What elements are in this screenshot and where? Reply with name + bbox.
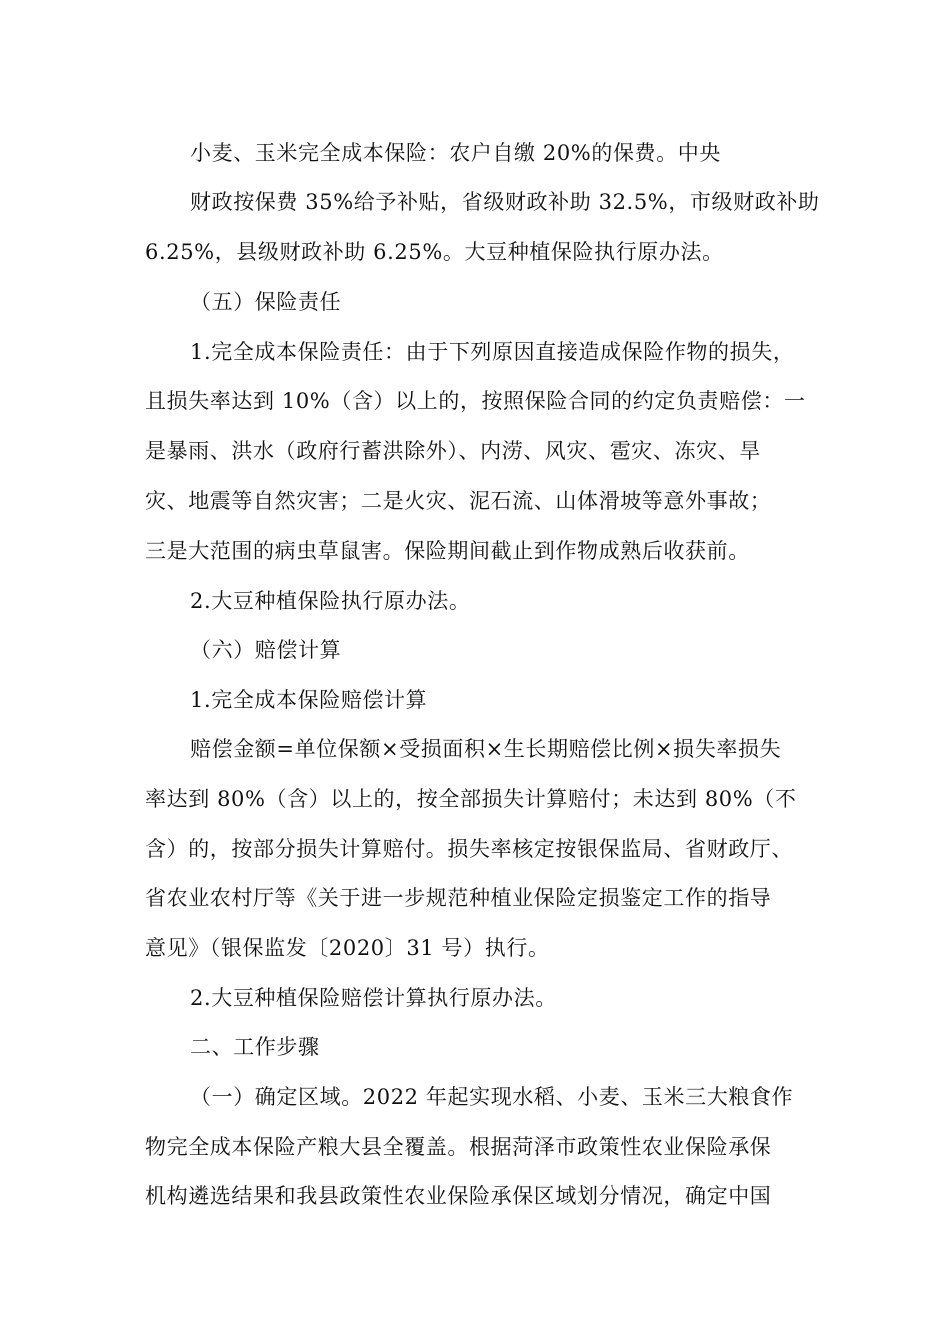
- paragraph-line: 灾、地震等自然灾害；二是火灾、泥石流、山体滑坡等意外事故；: [145, 489, 772, 513]
- paragraph-line: 2.大豆种植保险执行原办法。: [190, 589, 471, 613]
- section-heading: 二、工作步骤: [190, 1035, 320, 1059]
- paragraph-line: 意见》（银保监发〔2020〕31 号）执行。: [145, 936, 550, 960]
- paragraph-line: 三是大范围的病虫草鼠害。保险期间截止到作物成熟后收获前。: [145, 539, 750, 563]
- paragraph-line: 2.大豆种植保险赔偿计算执行原办法。: [190, 986, 557, 1010]
- paragraph-line: 1.完全成本保险赔偿计算: [190, 688, 428, 712]
- paragraph-line: 是暴雨、洪水（政府行蓄洪除外）、内涝、风灾、雹灾、冻灾、旱: [145, 439, 761, 463]
- paragraph-line: 含）的，按部分损失计算赔付。损失率核定按银保监局、省财政厅、: [145, 837, 793, 861]
- paragraph-line: 6.25%，县级财政补助 6.25%。大豆种植保险执行原办法。: [145, 240, 724, 264]
- paragraph-line: 省农业农村厅等《关于进一步规范种植业保险定损鉴定工作的指导: [145, 886, 772, 910]
- paragraph-line: 赔偿金额=单位保额×受损面积×生长期赔偿比例×损失率损失: [190, 737, 782, 761]
- paragraph-line: 率达到 80%（含）以上的，按全部损失计算赔付；未达到 80%（不: [145, 787, 797, 811]
- paragraph-line: 小麦、玉米完全成本保险：农户自缴 20%的保费。中央: [190, 141, 721, 165]
- paragraph-line: 财政按保费 35%给予补贴，省级财政补助 32.5%，市级财政补助: [190, 190, 820, 214]
- paragraph-line: 物完全成本保险产粮大县全覆盖。根据菏泽市政策性农业保险承保: [145, 1135, 772, 1159]
- section-heading: （五）保险责任: [190, 290, 342, 314]
- paragraph-line: 1.完全成本保险责任：由于下列原因直接造成保险作物的损失，: [190, 340, 795, 364]
- paragraph-line: 且损失率达到 10%（含）以上的，按照保险合同的约定负责赔偿：一: [145, 389, 806, 413]
- section-heading: （六）赔偿计算: [190, 638, 342, 662]
- paragraph-line: （一）确定区域。2022 年起实现水稻、小麦、玉米三大粮食作: [190, 1085, 794, 1109]
- paragraph-line: 机构遴选结果和我县政策性农业保险承保区域划分情况，确定中国: [145, 1184, 772, 1208]
